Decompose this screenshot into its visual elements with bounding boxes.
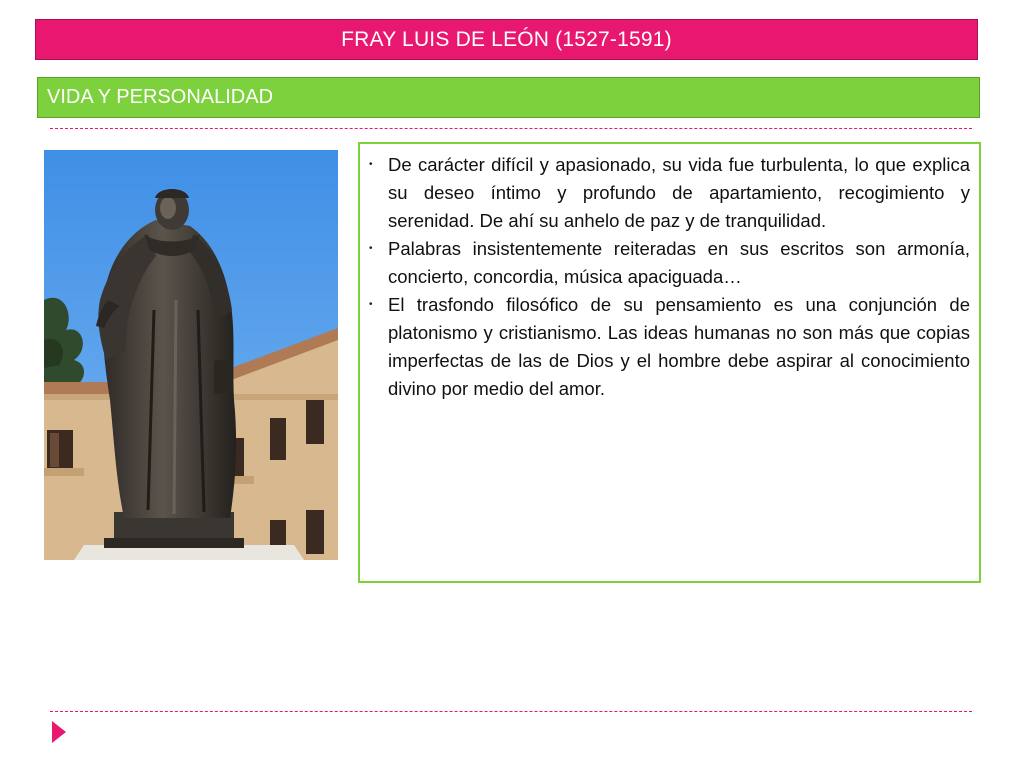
bullet-item [368, 151, 970, 235]
slide-title: FRAY LUIS DE LEÓN (1527-1591) [341, 27, 672, 51]
bullet-text: De carácter difícil y apasionado, su vida fue turbulenta, lo que explica su deseo íntimo y profundo de apartamiento, recogimiento y serenidad. De ahí su anhelo de paz y de tranquilidad. [388, 154, 970, 231]
bottom-divider [50, 711, 972, 712]
bullet-item [368, 291, 970, 403]
bullet-list [368, 151, 970, 403]
content-text-box [358, 142, 981, 583]
bullet-dot-icon: • [369, 243, 373, 254]
bullet-item [368, 235, 970, 291]
section-header-bar [37, 77, 980, 118]
bullet-dot-icon: • [369, 159, 373, 170]
statue-photo [44, 150, 338, 560]
bullet-text: El trasfondo filosófico de su pensamiento es una conjunción de platonismo y cristianismo. Las ideas humanas no son más que copias imperfectas de las de Dios y el hombre debe aspirar al conocimiento divino por medio del amor. [388, 294, 970, 399]
bullet-text: Palabras insistentemente reiteradas en sus escritos son armonía, concierto, concordia, música apaciguada… [388, 238, 970, 287]
top-divider [50, 128, 972, 129]
slide-title-bar [35, 19, 978, 60]
bullet-dot-icon: • [369, 299, 373, 310]
section-title: VIDA Y PERSONALIDAD [47, 86, 274, 108]
next-slide-arrow-icon[interactable] [52, 721, 66, 743]
